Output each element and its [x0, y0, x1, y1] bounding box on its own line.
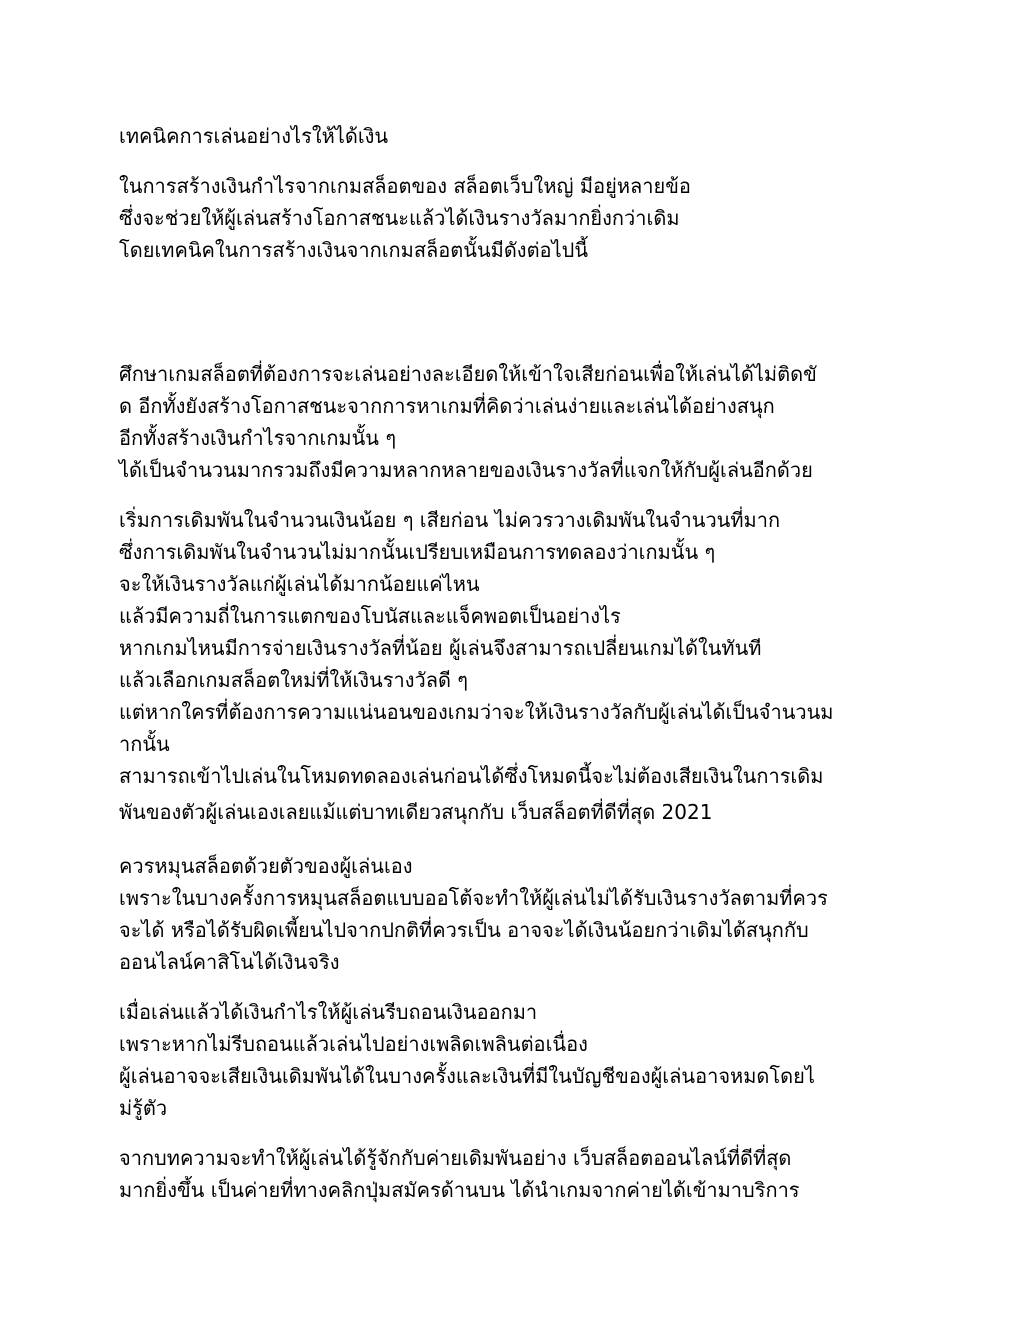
withdraw-line: เมื่อเล่นแล้วได้เงินกำไรให้ผู้เล่นรีบถอนเงินออกมา [119, 1000, 538, 1024]
bet-line: ซึ่งการเดิมพันในจำนวนไม่มากนั้นเปรียบเหมือนการทดลองว่าเกมนั้น ๆ [119, 540, 716, 564]
spin-line: ออนไลน์คาสิโนได้เงินจริง [119, 950, 340, 974]
bet-line: เริ่มการเดิมพันในจำนวนเงินน้อย ๆ เสียก่อน ไม่ควรวางเดิมพันในจำนวนที่มาก [119, 508, 781, 532]
intro-paragraph [119, 170, 919, 266]
closing-line: จากบทความจะทำให้ผู้เล่นได้รู้จักกับค่ายเดิมพันอย่าง เว็บสล็อตออนไลน์ที่ดีที่สุด [119, 1146, 792, 1170]
study-paragraph [119, 358, 919, 486]
spin-line: จะได้ หรือได้รับผิดเพี้ยนไปจากปกติที่ควรเป็น อาจจะได้เงินน้อยกว่าเดิมได้สนุกกับ [119, 918, 809, 942]
document-title [119, 120, 919, 152]
closing-paragraph [119, 1142, 919, 1206]
withdraw-line: ผู้เล่นอาจจะเสียเงินเดิมพันได้ในบางครั้งและเงินที่มีในบัญชีของผู้เล่นอาจหมดโดยไ [119, 1064, 815, 1088]
withdraw-line: เพราะหากไม่รีบถอนแล้วเล่นไปอย่างเพลิดเพลินต่อเนื่อง [119, 1032, 588, 1056]
withdraw-paragraph [119, 996, 919, 1124]
withdraw-line: ม่รู้ตัว [119, 1096, 168, 1120]
bet-line: แล้วเลือกเกมสล็อตใหม่ที่ให้เงินรางวัลดี ๆ [119, 668, 469, 692]
study-line: อีกทั้งสร้างเงินกำไรจากเกมนั้น ๆ [119, 426, 397, 450]
spin-paragraph [119, 850, 919, 978]
document-body [119, 120, 919, 1206]
bet-line: แล้วมีความถี่ในการแตกของโบนัสและแจ็คพอตเป็นอย่างไร [119, 604, 621, 628]
intro-line: ในการสร้างเงินกำไรจากเกมสล็อตของ สล็อตเว็บใหญ่ มีอยู่หลายข้อ [119, 174, 691, 198]
title-line: เทคนิคการเล่นอย่างไรให้ได้เงิน [119, 124, 389, 148]
bet-line: สามารถเข้าไปเล่นในโหมดทดลองเล่นก่อนได้ซึ่งโหมดนี้จะไม่ต้องเสียเงินในการเดิม [119, 764, 824, 788]
bet-line: แต่หากใครที่ต้องการความแน่นอนของเกมว่าจะให้เงินรางวัลกับผู้เล่นได้เป็นจำนวนม [119, 700, 834, 724]
study-line: ด อีกทั้งยังสร้างโอกาสชนะจากการหาเกมที่คิดว่าเล่นง่ายและเล่นได้อย่างสนุก [119, 394, 775, 418]
spin-line: ควรหมุนสล็อตด้วยตัวของผู้เล่นเอง [119, 854, 413, 878]
closing-line: มากยิ่งขึ้น เป็นค่ายที่ทางคลิกปุ่มสมัครด้านบน ได้นำเกมจากค่ายได้เข้ามาบริการ [119, 1178, 800, 1202]
intro-line: ซึ่งจะช่วยให้ผู้เล่นสร้างโอกาสชนะแล้วได้เงินรางวัลมากยิ่งกว่าเดิม [119, 206, 680, 230]
spin-line: เพราะในบางครั้งการหมุนสล็อตแบบออโต้จะทำให้ผู้เล่นไม่ได้รับเงินรางวัลตามที่ควร [119, 886, 828, 910]
bet-line: หากเกมไหนมีการจ่ายเงินรางวัลที่น้อย ผู้เล่นจึงสามารถเปลี่ยนเกมได้ในทันที [119, 636, 762, 660]
study-line: ศึกษาเกมสล็อตที่ต้องการจะเล่นอย่างละเอียดให้เข้าใจเสียก่อนเพื่อให้เล่นได้ไม่ติดขั [119, 362, 817, 386]
bet-line: พันของตัวผู้เล่นเองเลยแม้แต่บาทเดียวสนุกกับ เว็บสล็อตที่ดีที่สุด 2021 [119, 800, 713, 824]
intro-line: โดยเทคนิคในการสร้างเงินจากเกมสล็อตนั้นมีดังต่อไปนี้ [119, 238, 588, 262]
bet-paragraph [119, 504, 919, 832]
study-line: ได้เป็นจำนวนมากรวมถึงมีความหลากหลายของเงินรางวัลที่แจกให้กับผู้เล่นอีกด้วย [119, 458, 813, 482]
bet-line: ากนั้น [119, 732, 170, 756]
bet-line: จะให้เงินรางวัลแก่ผู้เล่นได้มากน้อยแค่ไหน [119, 572, 480, 596]
